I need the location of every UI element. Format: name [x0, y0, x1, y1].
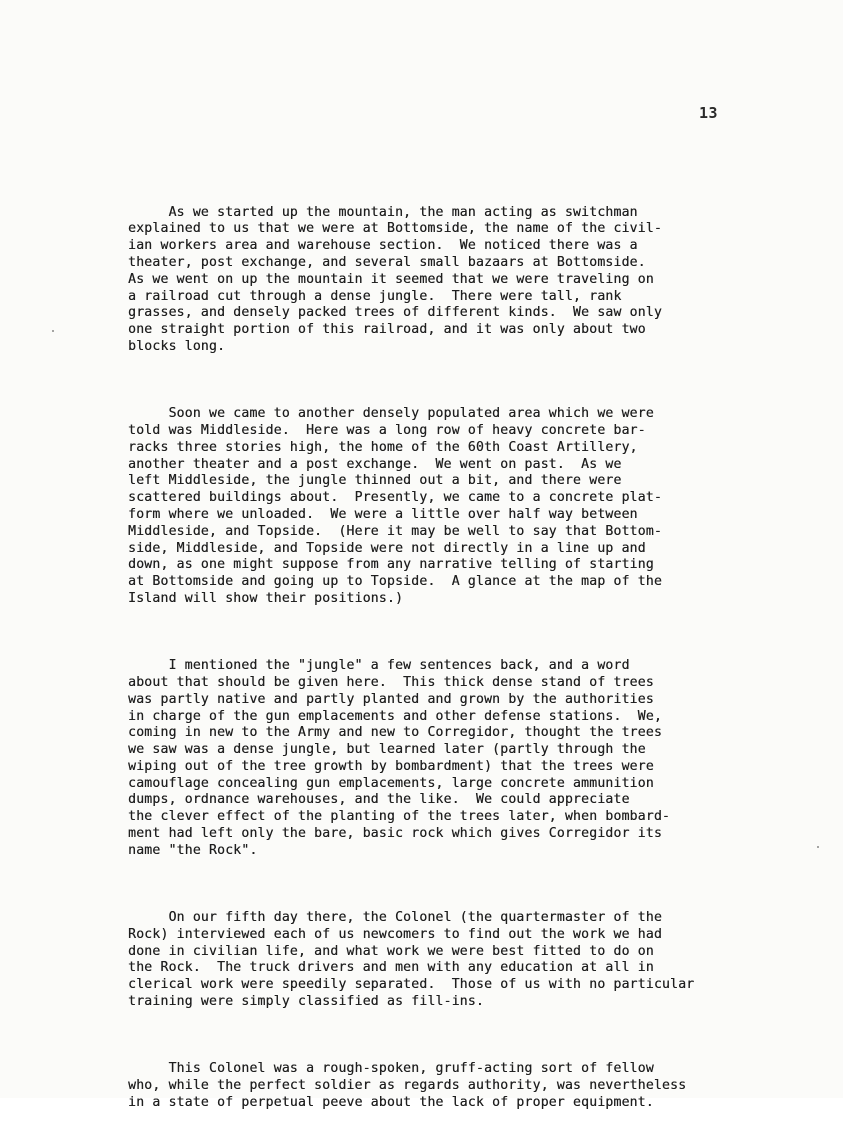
body-text [128, 171, 828, 1145]
page-number: 13 [699, 104, 719, 122]
scan-speck [52, 330, 54, 332]
paragraph-colonel-description: This Colonel was a rough-spoken, gruff-acting sort of fellow who, while the perfect soldier as regards authority, was nevertheless in a state of perpetual peeve about the lack of proper equipment. [128, 1061, 687, 1110]
scan-speck [817, 846, 819, 848]
paragraph-colonel-interview: On our fifth day there, the Colonel (the quartermaster of the Rock) interviewed each of us newcomers to find out the work we had done in civilian life, and what work we were best fitted to do on the Rock. The truck drivers and men with any education at all in clerical work were speedily separated. Those of us with no particular training were simply classified as fill-ins. [128, 910, 695, 1010]
paragraph-bottomside: As we started up the mountain, the man acting as switchman explained to us that we were at Bottomside, the name of the civil- ian workers area and warehouse section. We noticed there was a theater, post exchange, and several small bazaars at Bottomside. As we went on up the mountain it seemed that we were traveling on a railroad cut through a dense jungle. There were tall, rank grasses, and densely packed trees of different kinds. We saw only one straight portion of this railroad, and it was only about two blocks long. [128, 204, 662, 354]
paragraph-jungle: I mentioned the "jungle" a few sentences back, and a word about that should be given here. This thick dense stand of trees was partly native and partly planted and grown by the authorities in charge of the gun emplacements and other defense stations. We, coming in new to the Army and new to Corregidor, thought the trees we saw was a dense jungle, but learned later (partly through the wiping out of the tree growth by bombardment) that the trees were camouflage concealing gun emplacements, large concrete ammunition dumps, ordnance warehouses, and the like. We could appreciate the clever effect of the planting of the trees later, when bombard- ment had left only the bare, basic rock which gives Corregidor its name "the Rock". [128, 658, 670, 858]
paragraph-middleside: Soon we came to another densely populated area which we were told was Middleside. Here was a long row of heavy concrete bar- racks three stories high, the home of the 60th Coast Artillery, another theater and a post exchange. We went on past. As we left Middleside, the jungle thinned out a bit, and there were scattered buildings about. Presently, we came to a concrete plat- form where we unloaded. We were a little over half way between Middleside, and Topside. (Here it may be well to say that Bottom- side, Middleside, and Topside were not directly in a line up and down, as one might suppose from any narrative telling of starting at Bottomside and going up to Topside. A glance at the map of the Island will show their positions.) [128, 406, 662, 606]
